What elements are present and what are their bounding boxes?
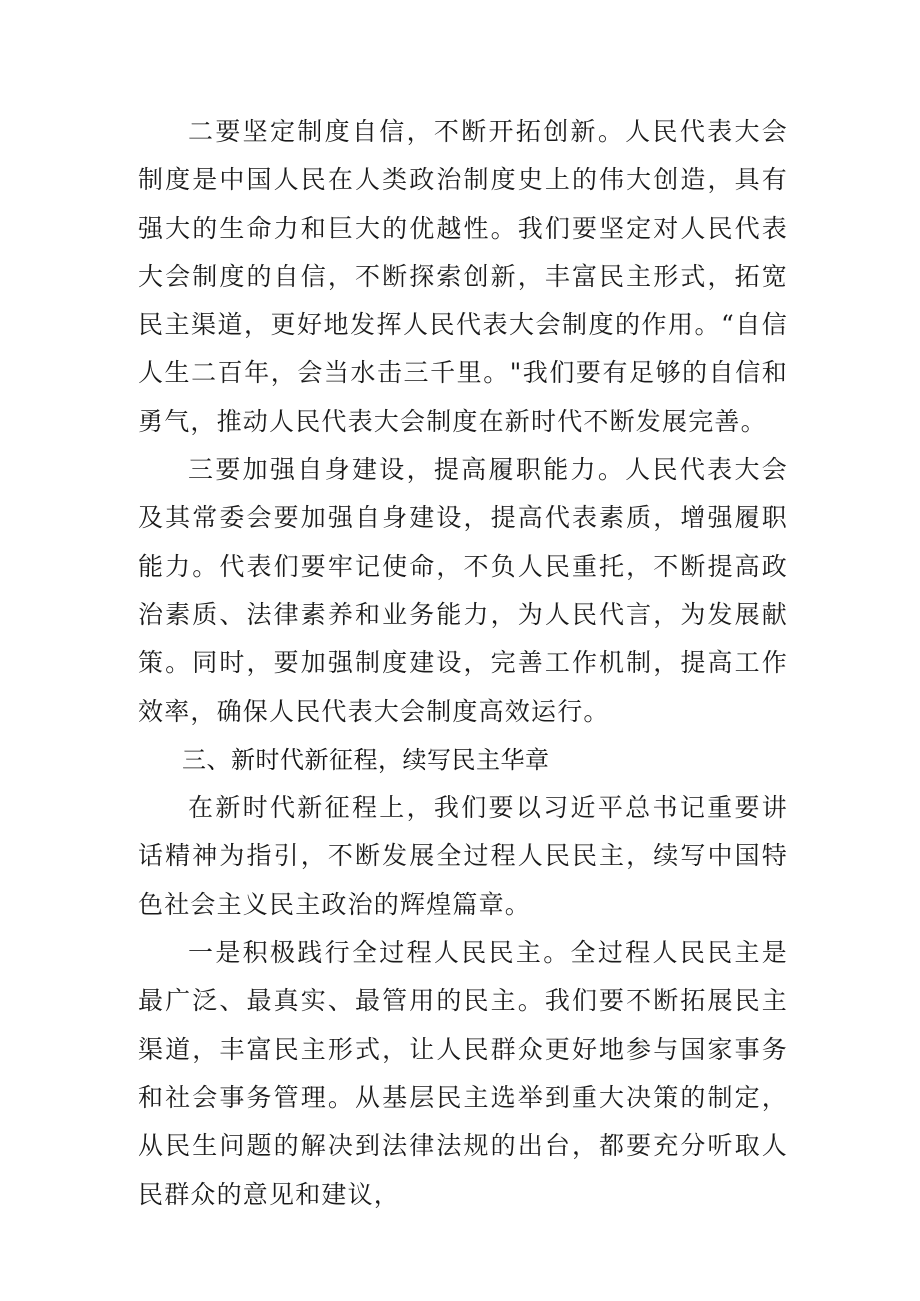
section-heading: 三、新时代新征程，续写民主华章: [182, 745, 550, 774]
paragraph-institutional-confidence: 二要坚定制度自信，不断开拓创新。人民代表大会制度是中国人民在人类政治制度史上的伟大创造，具有强大的生命力和巨大的优越性。我们要坚定对人民代表大会制度的自信，不断探索创新，丰富民主形式，拓宽民主渠道，更好地发挥人民代表大会制度的作用。“自信人生二百年，会当水击三千里。"我们要有足够的自信和勇气，推动人民代表大会制度在新时代不断发展完善。: [138, 117, 788, 436]
paragraph-whole-process-democracy: 一是积极践行全过程人民民主。全过程人民民主是最广泛、最真实、最管用的民主。我们要不断拓展民主渠道，丰富民主形式，让人民群众更好地参与国家事务和社会事务管理。从基层民主选举到重大决策的制定，从民生问题的解决到法律法规的出台，都要充分听取人民群众的意见和建议，: [138, 938, 788, 1209]
paragraph-self-building: 三要加强自身建设，提高履职能力。人民代表大会及其常委会要加强自身建设，提高代表素质，增强履职能力。代表们要牢记使命，不负人民重托，不断提高政治素质、法律素养和业务能力，为人民代言，为发展献策。同时，要加强制度建设，完善工作机制，提高工作效率，确保人民代表大会制度高效运行。: [138, 455, 788, 726]
document-body: [138, 108, 788, 1219]
paragraph-new-era-intro: 在新时代新征程上，我们要以习近平总书记重要讲话精神为指引，不断发展全过程人民民主，续写中国特色社会主义民主政治的辉煌篇章。: [138, 793, 788, 919]
